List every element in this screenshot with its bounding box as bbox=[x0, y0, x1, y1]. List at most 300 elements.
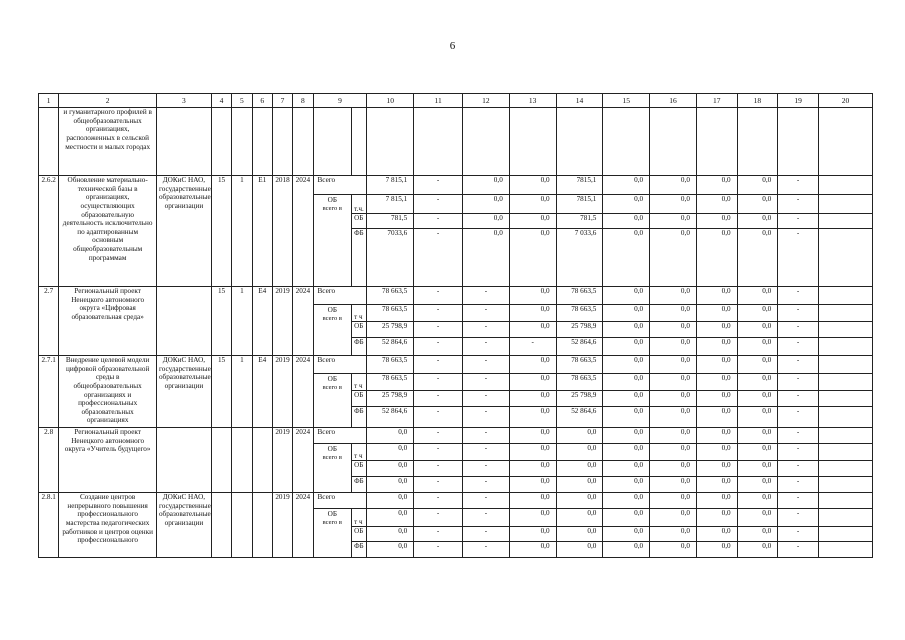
value-cell: 78 663,5 bbox=[556, 305, 603, 322]
value-cell: 0,0 bbox=[367, 461, 414, 477]
source-ob-sublabel: всего в bbox=[322, 204, 342, 212]
value-cell: 0,0 bbox=[696, 477, 737, 493]
column-number-17: 17 bbox=[696, 94, 737, 108]
source-ob: ОБ bbox=[352, 391, 367, 407]
value-cell: - bbox=[778, 477, 819, 493]
value-cell: 0,0 bbox=[509, 214, 556, 229]
value-cell-col20 bbox=[818, 214, 872, 229]
value-cell: 0,0 bbox=[509, 305, 556, 322]
value-cell: - bbox=[414, 322, 463, 338]
source-ob-label: ОБ bbox=[327, 196, 337, 204]
source-ob-sublabel: всего в bbox=[322, 518, 342, 526]
value-cell: 78 663,5 bbox=[367, 374, 414, 391]
value-cell: 0,0 bbox=[509, 461, 556, 477]
value-cell: 0,0 bbox=[737, 214, 778, 229]
value-cell: - bbox=[463, 287, 510, 305]
code-c4: 15 bbox=[211, 287, 231, 356]
value-cell: 78 663,5 bbox=[367, 305, 414, 322]
value-cell: 25 798,9 bbox=[367, 322, 414, 338]
section-name: Региональный проект Ненецкого автономного округа «Учитель будущего» bbox=[59, 428, 157, 493]
code-c7: 2019 bbox=[272, 356, 292, 428]
value-cell: 0,0 bbox=[696, 391, 737, 407]
section-number: 2.7 bbox=[39, 287, 59, 356]
table-row bbox=[39, 287, 873, 305]
column-number-6: 6 bbox=[252, 94, 272, 108]
value-cell: - bbox=[414, 287, 463, 305]
section-name: Внедрение целевой модели цифровой образовательной среды в общеобразовательных организациях и профессиональных образовательных организациях bbox=[59, 356, 157, 428]
value-cell: 0,0 bbox=[603, 229, 650, 287]
value-cell: 0,0 bbox=[737, 374, 778, 391]
code-c4: 15 bbox=[211, 356, 231, 428]
value-cell: - bbox=[778, 214, 819, 229]
value-cell: - bbox=[414, 477, 463, 493]
value-cell: - bbox=[778, 542, 819, 558]
value-cell: 0,0 bbox=[463, 214, 510, 229]
value-cell: - bbox=[778, 444, 819, 461]
source-ob: ОБ bbox=[352, 322, 367, 338]
value-cell: 25 798,9 bbox=[556, 322, 603, 338]
value-cell: 0,0 bbox=[603, 493, 650, 509]
value-cell: 7815,1 bbox=[556, 195, 603, 214]
source-ob-total bbox=[313, 305, 352, 356]
value-cell: 0,0 bbox=[603, 176, 650, 195]
code-c5 bbox=[232, 493, 252, 558]
value-cell: 0,0 bbox=[556, 527, 603, 542]
code-c5: 1 bbox=[232, 176, 252, 287]
value-cell: - bbox=[414, 176, 463, 195]
value-cell: 0,0 bbox=[603, 477, 650, 493]
section-number: 2.8 bbox=[39, 428, 59, 493]
value-cell: 0,0 bbox=[650, 477, 697, 493]
section-number: 2.6.2 bbox=[39, 176, 59, 287]
value-cell-col20 bbox=[818, 176, 872, 195]
continuation-empty bbox=[650, 108, 697, 176]
source-ob-total bbox=[313, 444, 352, 493]
value-cell: 0,0 bbox=[650, 461, 697, 477]
value-cell: 0,0 bbox=[650, 407, 697, 428]
source-ob-sublabel: всего в bbox=[322, 383, 342, 391]
value-cell: 0,0 bbox=[509, 527, 556, 542]
value-cell: - bbox=[463, 527, 510, 542]
continuation-empty bbox=[232, 108, 252, 176]
value-cell: - bbox=[463, 407, 510, 428]
value-cell: - bbox=[414, 356, 463, 374]
column-number-7: 7 bbox=[272, 94, 292, 108]
value-cell: 0,0 bbox=[603, 444, 650, 461]
source-total: Всего bbox=[313, 356, 367, 374]
value-cell: 0,0 bbox=[696, 305, 737, 322]
value-cell: 52 864,6 bbox=[556, 407, 603, 428]
value-cell: 0,0 bbox=[509, 229, 556, 287]
source-fb: ФБ bbox=[352, 542, 367, 558]
value-cell: 0,0 bbox=[367, 509, 414, 527]
value-cell: 0,0 bbox=[603, 287, 650, 305]
value-cell: 78 663,5 bbox=[367, 356, 414, 374]
value-cell: 0,0 bbox=[509, 493, 556, 509]
value-cell: 0,0 bbox=[696, 338, 737, 356]
value-cell: - bbox=[778, 176, 819, 195]
value-cell: 0,0 bbox=[556, 428, 603, 444]
source-ob-label: ОБ bbox=[327, 375, 337, 383]
value-cell: 0,0 bbox=[603, 338, 650, 356]
value-cell: 0,0 bbox=[603, 374, 650, 391]
table-row bbox=[39, 176, 873, 195]
value-cell: - bbox=[414, 214, 463, 229]
value-cell: 0,0 bbox=[696, 527, 737, 542]
value-cell: 7033,6 bbox=[367, 229, 414, 287]
column-number-1: 1 bbox=[39, 94, 59, 108]
code-c6: E4 bbox=[252, 356, 272, 428]
value-cell: 7 815,1 bbox=[367, 176, 414, 195]
page-number: 6 bbox=[449, 40, 456, 52]
value-cell: - bbox=[463, 391, 510, 407]
value-cell: - bbox=[778, 195, 819, 214]
value-cell-col20 bbox=[818, 356, 872, 374]
value-cell: - bbox=[463, 428, 510, 444]
value-cell: 0,0 bbox=[737, 493, 778, 509]
value-cell-col20 bbox=[818, 391, 872, 407]
code-c8: 2024 bbox=[293, 428, 313, 493]
value-cell: 0,0 bbox=[367, 428, 414, 444]
value-cell: - bbox=[778, 428, 819, 444]
value-cell-col20 bbox=[818, 305, 872, 322]
value-cell: 7 815,1 bbox=[367, 195, 414, 214]
value-cell: - bbox=[414, 542, 463, 558]
source-fb: ФБ bbox=[352, 407, 367, 428]
value-cell: 78 663,5 bbox=[556, 287, 603, 305]
value-cell: - bbox=[463, 305, 510, 322]
value-cell-col20 bbox=[818, 407, 872, 428]
value-cell: - bbox=[778, 407, 819, 428]
value-cell: 52 864,6 bbox=[556, 338, 603, 356]
value-cell: 0,0 bbox=[367, 444, 414, 461]
value-cell-col20 bbox=[818, 229, 872, 287]
value-cell: 0,0 bbox=[737, 444, 778, 461]
responsible-executor: ДОКиС НАО, государственные образовательные организации bbox=[156, 176, 211, 287]
value-cell: 78 663,5 bbox=[556, 356, 603, 374]
value-cell: - bbox=[414, 461, 463, 477]
value-cell: 0,0 bbox=[603, 527, 650, 542]
value-cell: 0,0 bbox=[463, 195, 510, 214]
table-row bbox=[39, 428, 873, 444]
value-cell: 0,0 bbox=[509, 428, 556, 444]
continuation-empty bbox=[556, 108, 603, 176]
value-cell: - bbox=[778, 287, 819, 305]
code-c7: 2019 bbox=[272, 493, 292, 558]
source-ob-label: ОБ bbox=[327, 445, 337, 453]
value-cell: 0,0 bbox=[696, 195, 737, 214]
value-cell: 0,0 bbox=[737, 229, 778, 287]
value-cell: 0,0 bbox=[603, 305, 650, 322]
value-cell: 0,0 bbox=[603, 214, 650, 229]
value-cell: 0,0 bbox=[367, 527, 414, 542]
continuation-empty bbox=[509, 108, 556, 176]
value-cell: - bbox=[509, 338, 556, 356]
value-cell: - bbox=[414, 229, 463, 287]
value-cell: 0,0 bbox=[603, 195, 650, 214]
source-total: Всего bbox=[313, 428, 367, 444]
value-cell: - bbox=[414, 407, 463, 428]
value-cell-col20 bbox=[818, 493, 872, 509]
value-cell: 0,0 bbox=[650, 542, 697, 558]
continuation-empty bbox=[156, 108, 211, 176]
column-number-4: 4 bbox=[211, 94, 231, 108]
value-cell: 25 798,9 bbox=[556, 391, 603, 407]
value-cell: 0,0 bbox=[603, 322, 650, 338]
responsible-executor bbox=[156, 428, 211, 493]
section-number: 2.7.1 bbox=[39, 356, 59, 428]
source-ob-label: ОБ bbox=[327, 306, 337, 314]
value-cell: 0,0 bbox=[367, 493, 414, 509]
value-cell-col20 bbox=[818, 287, 872, 305]
value-cell: 0,0 bbox=[509, 509, 556, 527]
value-cell-col20 bbox=[818, 195, 872, 214]
value-cell: 0,0 bbox=[737, 195, 778, 214]
value-cell: 25 798,9 bbox=[367, 391, 414, 407]
value-cell: 0,0 bbox=[737, 287, 778, 305]
source-incl: т.ч. bbox=[352, 195, 367, 214]
value-cell: - bbox=[414, 374, 463, 391]
continuation-empty bbox=[818, 108, 872, 176]
source-total: Всего bbox=[313, 176, 367, 195]
code-c7: 2019 bbox=[272, 428, 292, 493]
value-cell-col20 bbox=[818, 527, 872, 542]
source-ob-total bbox=[313, 509, 352, 558]
source-fb: ФБ bbox=[352, 338, 367, 356]
value-cell: 0,0 bbox=[696, 287, 737, 305]
value-cell: 0,0 bbox=[696, 176, 737, 195]
value-cell: - bbox=[463, 322, 510, 338]
value-cell: 0,0 bbox=[737, 527, 778, 542]
value-cell: 0,0 bbox=[463, 229, 510, 287]
code-c4: 15 bbox=[211, 176, 231, 287]
value-cell: 0,0 bbox=[603, 509, 650, 527]
continuation-empty bbox=[252, 108, 272, 176]
value-cell: 78 663,5 bbox=[367, 287, 414, 305]
value-cell: 0,0 bbox=[367, 542, 414, 558]
value-cell: 0,0 bbox=[650, 509, 697, 527]
value-cell: 0,0 bbox=[603, 407, 650, 428]
value-cell: - bbox=[463, 338, 510, 356]
value-cell: - bbox=[463, 356, 510, 374]
value-cell: - bbox=[463, 509, 510, 527]
value-cell: 0,0 bbox=[556, 444, 603, 461]
value-cell: 0,0 bbox=[603, 428, 650, 444]
value-cell: 0,0 bbox=[509, 407, 556, 428]
continuation-empty bbox=[737, 108, 778, 176]
value-cell: - bbox=[778, 374, 819, 391]
continuation-empty bbox=[293, 108, 313, 176]
value-cell: - bbox=[778, 305, 819, 322]
value-cell-col20 bbox=[818, 338, 872, 356]
code-c7: 2018 bbox=[272, 176, 292, 287]
continuation-num bbox=[39, 108, 59, 176]
value-cell: 0,0 bbox=[696, 542, 737, 558]
value-cell: 52 864,6 bbox=[367, 338, 414, 356]
value-cell: 0,0 bbox=[650, 493, 697, 509]
source-fb: ФБ bbox=[352, 229, 367, 287]
value-cell: 0,0 bbox=[650, 391, 697, 407]
value-cell: 0,0 bbox=[367, 477, 414, 493]
code-c6: E4 bbox=[252, 287, 272, 356]
column-number-20: 20 bbox=[818, 94, 872, 108]
value-cell: 0,0 bbox=[650, 195, 697, 214]
section-name: Региональный проект Ненецкого автономного округа «Цифровая образовательная среда» bbox=[59, 287, 157, 356]
section-name: Обновление материально-технической базы в организациях, осуществляющих образовательную деятельность исключительно по адаптированным основным общеобразовательным программам bbox=[59, 176, 157, 287]
value-cell: - bbox=[414, 195, 463, 214]
value-cell: 0,0 bbox=[650, 229, 697, 287]
continuation-empty bbox=[603, 108, 650, 176]
value-cell-col20 bbox=[818, 322, 872, 338]
value-cell-col20 bbox=[818, 461, 872, 477]
value-cell: 0,0 bbox=[509, 287, 556, 305]
value-cell: 0,0 bbox=[509, 322, 556, 338]
value-cell: 0,0 bbox=[509, 444, 556, 461]
source-ob: ОБ bbox=[352, 527, 367, 542]
value-cell: 0,0 bbox=[556, 477, 603, 493]
value-cell: - bbox=[463, 461, 510, 477]
value-cell: - bbox=[778, 229, 819, 287]
value-cell: - bbox=[414, 338, 463, 356]
value-cell: - bbox=[414, 509, 463, 527]
code-c7: 2019 bbox=[272, 287, 292, 356]
code-c8: 2024 bbox=[293, 356, 313, 428]
source-ob-total bbox=[313, 374, 352, 428]
column-number-14: 14 bbox=[556, 94, 603, 108]
code-c5: 1 bbox=[232, 287, 252, 356]
value-cell: 0,0 bbox=[556, 493, 603, 509]
value-cell: 0,0 bbox=[603, 461, 650, 477]
value-cell: - bbox=[778, 356, 819, 374]
value-cell: - bbox=[778, 509, 819, 527]
continuation-empty bbox=[696, 108, 737, 176]
value-cell: 0,0 bbox=[650, 287, 697, 305]
value-cell: 0,0 bbox=[696, 493, 737, 509]
value-cell: - bbox=[414, 391, 463, 407]
continuation-empty bbox=[367, 108, 414, 176]
responsible-executor: ДОКиС НАО, государственные образовательные организации bbox=[156, 493, 211, 558]
section-number: 2.8.1 bbox=[39, 493, 59, 558]
column-number-5: 5 bbox=[232, 94, 252, 108]
value-cell: - bbox=[463, 374, 510, 391]
source-total: Всего bbox=[313, 287, 367, 305]
value-cell-col20 bbox=[818, 509, 872, 527]
value-cell: - bbox=[778, 338, 819, 356]
value-cell: 0,0 bbox=[509, 356, 556, 374]
value-cell: 0,0 bbox=[696, 444, 737, 461]
source-ob: ОБ bbox=[352, 461, 367, 477]
value-cell: 0,0 bbox=[737, 407, 778, 428]
value-cell: 0,0 bbox=[737, 509, 778, 527]
column-number-10: 10 bbox=[367, 94, 414, 108]
value-cell: 0,0 bbox=[737, 542, 778, 558]
value-cell-col20 bbox=[818, 444, 872, 461]
value-cell: 0,0 bbox=[696, 509, 737, 527]
value-cell: - bbox=[778, 493, 819, 509]
source-ob-total bbox=[313, 195, 352, 287]
value-cell: 0,0 bbox=[737, 428, 778, 444]
value-cell: - bbox=[414, 444, 463, 461]
column-number-13: 13 bbox=[509, 94, 556, 108]
column-number-8: 8 bbox=[293, 94, 313, 108]
continuation-row bbox=[39, 108, 873, 176]
value-cell-col20 bbox=[818, 477, 872, 493]
value-cell: 0,0 bbox=[509, 477, 556, 493]
column-number-12: 12 bbox=[463, 94, 510, 108]
code-c6: E1 bbox=[252, 176, 272, 287]
value-cell: 0,0 bbox=[556, 461, 603, 477]
responsible-executor bbox=[156, 287, 211, 356]
value-cell: 0,0 bbox=[737, 305, 778, 322]
value-cell: 0,0 bbox=[509, 195, 556, 214]
value-cell: - bbox=[414, 305, 463, 322]
value-cell: 0,0 bbox=[737, 477, 778, 493]
continuation-empty bbox=[211, 108, 231, 176]
value-cell: 0,0 bbox=[696, 356, 737, 374]
value-cell: 0,0 bbox=[696, 428, 737, 444]
value-cell: 52 864,6 bbox=[367, 407, 414, 428]
column-number-11: 11 bbox=[414, 94, 463, 108]
value-cell: 781,5 bbox=[367, 214, 414, 229]
value-cell-col20 bbox=[818, 428, 872, 444]
value-cell: 0,0 bbox=[696, 461, 737, 477]
source-ob: ОБ bbox=[352, 214, 367, 229]
value-cell: 0,0 bbox=[650, 374, 697, 391]
continuation-name: и гуманитарного профилей в общеобразовательных организациях, расположенных в сельской местности и малых городах bbox=[59, 108, 157, 176]
code-c8: 2024 bbox=[293, 493, 313, 558]
value-cell: 0,0 bbox=[696, 407, 737, 428]
value-cell: 0,0 bbox=[737, 461, 778, 477]
source-ob-label: ОБ bbox=[327, 510, 337, 518]
source-incl: т ч bbox=[352, 374, 367, 391]
value-cell: - bbox=[463, 477, 510, 493]
code-c4 bbox=[211, 493, 231, 558]
code-c5 bbox=[232, 428, 252, 493]
value-cell: 0,0 bbox=[463, 176, 510, 195]
value-cell: 0,0 bbox=[696, 214, 737, 229]
value-cell: 0,0 bbox=[737, 338, 778, 356]
column-number-2: 2 bbox=[59, 94, 157, 108]
source-incl: т ч bbox=[352, 444, 367, 461]
value-cell: 0,0 bbox=[603, 391, 650, 407]
value-cell: - bbox=[463, 493, 510, 509]
value-cell: 0,0 bbox=[696, 322, 737, 338]
continuation-empty bbox=[414, 108, 463, 176]
value-cell: 0,0 bbox=[650, 305, 697, 322]
value-cell: 0,0 bbox=[650, 322, 697, 338]
value-cell: - bbox=[414, 428, 463, 444]
source-ob-sublabel: всего в bbox=[322, 314, 342, 322]
table-row bbox=[39, 493, 873, 509]
source-incl: т ч bbox=[352, 305, 367, 322]
value-cell: 7 033,6 bbox=[556, 229, 603, 287]
value-cell: 0,0 bbox=[650, 176, 697, 195]
source-incl: т ч bbox=[352, 509, 367, 527]
section-name: Создание центров непрерывного повышения профессионального мастерства педагогических работников и центров оценки профессионального bbox=[59, 493, 157, 558]
value-cell-col20 bbox=[818, 374, 872, 391]
value-cell: - bbox=[463, 444, 510, 461]
value-cell: - bbox=[414, 527, 463, 542]
column-number-9: 9 bbox=[313, 94, 367, 108]
code-c6 bbox=[252, 428, 272, 493]
code-c8: 2024 bbox=[293, 287, 313, 356]
value-cell: - bbox=[414, 493, 463, 509]
value-cell: 0,0 bbox=[650, 356, 697, 374]
code-c4 bbox=[211, 428, 231, 493]
value-cell: - bbox=[778, 527, 819, 542]
value-cell: 0,0 bbox=[737, 322, 778, 338]
table-row bbox=[39, 356, 873, 374]
